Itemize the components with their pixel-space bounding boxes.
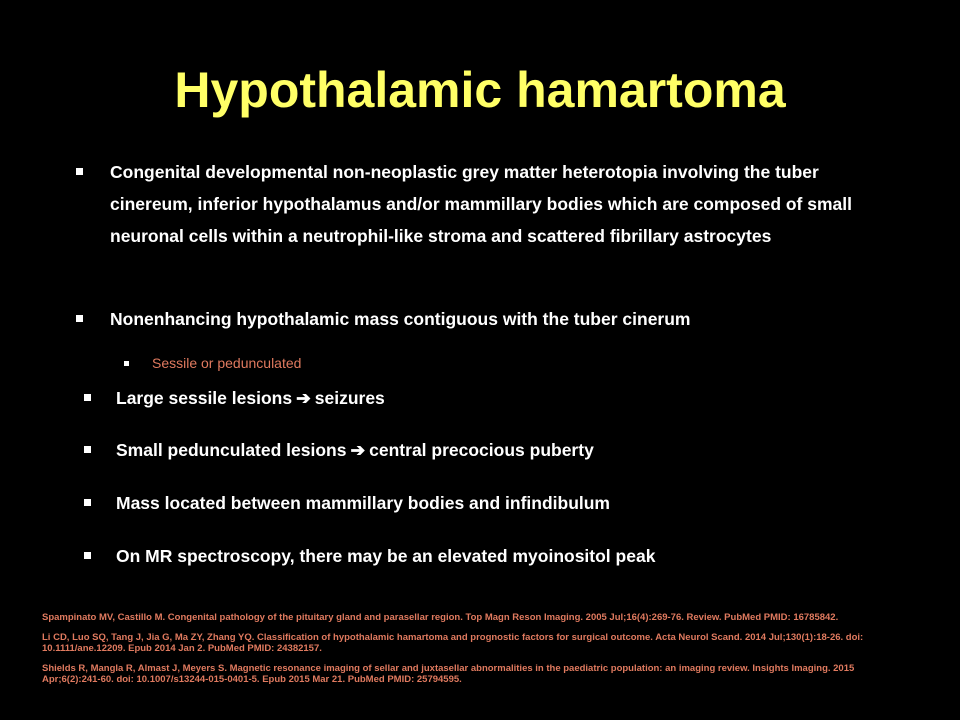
outcome-condition: Small pedunculated lesions bbox=[116, 440, 347, 460]
slide-title: Hypothalamic hamartoma bbox=[174, 62, 786, 118]
square-bullet-icon bbox=[84, 499, 91, 506]
bullet-imaging-text: Nonenhancing hypothalamic mass contiguous with the tuber cinerum bbox=[110, 309, 691, 329]
square-bullet-icon bbox=[84, 394, 91, 401]
reference-item: Li CD, Luo SQ, Tang J, Jia G, Ma ZY, Zhang YQ. Classification of hypothalamic hamartoma and prognostic factors for surgical outcome. Acta Neurol Scand. 2014 Jul;130(1):18-26. doi: 10.1111/ane.12209. Epub 2014 Jan 2. PubMed PMID: 24382157. bbox=[42, 632, 864, 654]
references bbox=[42, 612, 902, 694]
bullet-sessile-outcome-text bbox=[116, 382, 385, 414]
sub-bullet bbox=[124, 355, 301, 372]
bullet-pedunculated-outcome bbox=[84, 434, 594, 466]
bullet-spectroscopy-text: On MR spectroscopy, there may be an elevated myoinositol peak bbox=[116, 546, 656, 566]
bullet-pedunculated-outcome-text bbox=[116, 434, 594, 466]
reference-item: Spampinato MV, Castillo M. Congenital pathology of the pituitary gland and parasellar region. Top Magn Reson Imaging. 2005 Jul;16(4):269-76. Review. PubMed PMID: 16785842. bbox=[42, 612, 839, 623]
square-bullet-icon bbox=[124, 361, 129, 366]
bullet-definition bbox=[76, 156, 876, 252]
outcome-result: seizures bbox=[314, 388, 385, 408]
outcome-condition: Large sessile lesions bbox=[116, 388, 293, 408]
right-arrow-icon: ➔ bbox=[296, 388, 311, 408]
square-bullet-icon bbox=[76, 315, 83, 322]
square-bullet-icon bbox=[84, 552, 91, 559]
bullet-location-text: Mass located between mammillary bodies and infindibulum bbox=[116, 493, 610, 513]
bullet-definition-text: Congenital developmental non-neoplastic grey matter heterotopia involving the tuber cinereum, inferior hypothalamus and/or mammillary bodies which are composed of small neuronal cells within a neutrophil-like stroma and scattered fibrillary astrocytes bbox=[110, 162, 852, 246]
bullet-location bbox=[84, 487, 610, 519]
right-arrow-icon: ➔ bbox=[350, 440, 366, 460]
square-bullet-icon bbox=[84, 446, 91, 453]
square-bullet-icon bbox=[76, 168, 83, 175]
reference-item: Shields R, Mangla R, Almast J, Meyers S. Magnetic resonance imaging of sellar and juxtasellar abnormalities in the paediatric population: an imaging review. Insights Imaging. 2015 Apr;6(2):241-60. doi: 10.1007/s13244-015-0401-5. Epub 2015 Mar 21. PubMed PMID: 25794595. bbox=[42, 663, 855, 685]
bullet-spectroscopy bbox=[84, 540, 655, 572]
sub-bullet-text: Sessile or pedunculated bbox=[152, 355, 302, 371]
outcome-result: central precocious puberty bbox=[369, 440, 594, 460]
bullet-sessile-outcome bbox=[84, 382, 385, 414]
bullet-imaging bbox=[76, 303, 876, 335]
